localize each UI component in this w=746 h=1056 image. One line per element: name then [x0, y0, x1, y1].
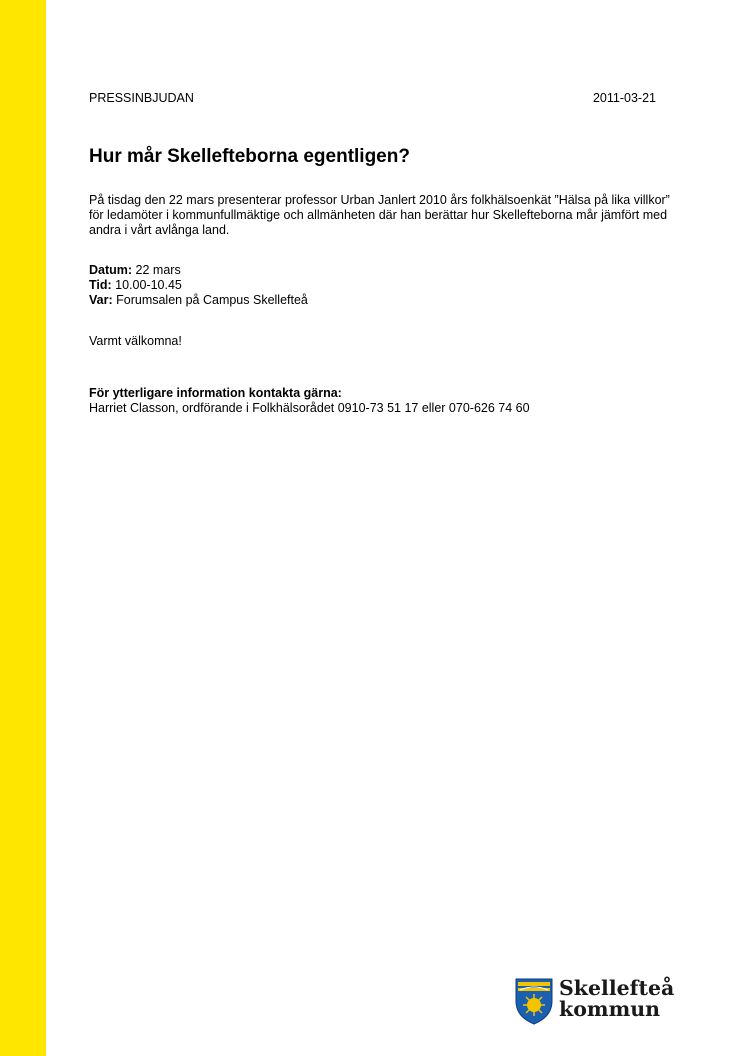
body-paragraph: På tisdag den 22 mars presenterar professor Urban Janlert 2010 års folkhälsoenkät ”Hälsa på lika villkor” för ledamöter i kommunfullmäktige och allmänheten där han berättar hur Skellefteborna mår jämfört med andra i vårt avlånga land.	[89, 193, 670, 237]
document-date: 2011-03-21	[592, 91, 656, 105]
greeting: Varmt välkomna!	[89, 334, 182, 348]
detail-place-label: Var:	[89, 293, 113, 307]
skelleftea-kommun-logo	[514, 977, 684, 1027]
yellow-side-stripe	[0, 0, 46, 1056]
detail-date-value: 22 mars	[132, 263, 181, 277]
headline: Hur mår Skellefteborna egentligen?	[89, 146, 410, 167]
detail-place	[89, 293, 308, 308]
contact-heading: För ytterligare information kontakta gärna:	[89, 386, 342, 400]
detail-date-label: Datum:	[89, 263, 133, 277]
detail-time-value: 10.00-10.45	[111, 278, 182, 292]
logo-line-1: Skellefteå	[559, 976, 675, 1000]
detail-place-value: Forumsalen på Campus Skellefteå	[112, 293, 308, 307]
detail-time-label: Tid:	[89, 278, 112, 292]
event-details	[89, 263, 308, 308]
contact-info	[89, 386, 530, 416]
coat-of-arms-icon	[514, 977, 554, 1025]
contact-line: Harriet Classon, ordförande i Folkhälsorådet 0910-73 51 17 eller 070-626 74 60	[89, 401, 530, 415]
logo-wordmark	[559, 978, 674, 1020]
detail-date	[89, 263, 308, 278]
logo-line-2: kommun	[559, 997, 661, 1021]
document-type-label: PRESSINBJUDAN	[89, 91, 194, 105]
detail-time	[89, 278, 308, 293]
